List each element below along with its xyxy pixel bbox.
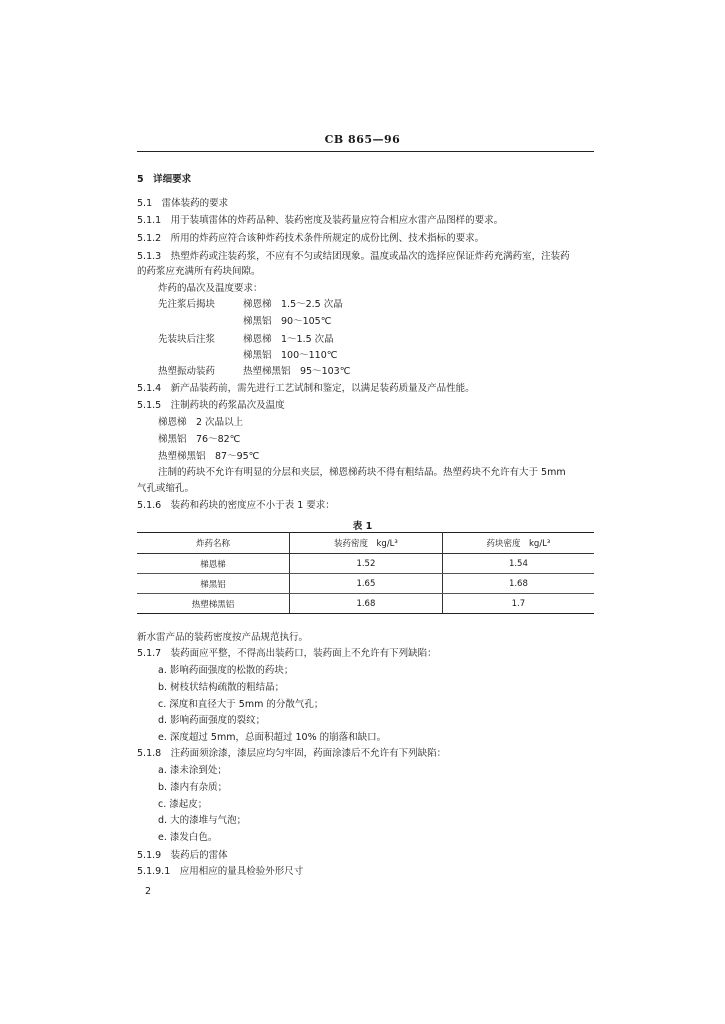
clause-5-1-3-cont: 的药浆应充满所有药块间隙。 [137, 266, 261, 277]
table-cell: 1.65 [290, 574, 443, 594]
requirement-value: 热塑梯黑铝 95～103℃ [243, 366, 351, 377]
table-cell: 1.68 [442, 574, 594, 594]
clause-5-1-3: 5.1.3 热塑炸药或注装药浆，不应有不匀或结团现象。温度或晶次的选择应保证炸药充满药室，注装药 [137, 251, 570, 262]
list-item: e. 深度超过 5mm，总面积超过 10% 的崩落和缺口。 [158, 732, 387, 743]
clause-5-1-9: 5.1.9 装药后的雷体 [137, 850, 228, 861]
header-rule [137, 151, 594, 152]
table-row [137, 594, 594, 614]
clause-5-1-2: 5.1.2 所用的炸药应符合该种炸药技术条件所规定的成份比例、技术指标的要求。 [137, 233, 485, 244]
subsection-title: 5.1 雷体装药的要求 [137, 198, 229, 209]
table-header-cell: 炸药名称 [137, 533, 290, 554]
list-item: d. 影响药面强度的裂纹； [158, 715, 266, 726]
table-header-cell: 药块密度 kg/L³ [442, 533, 594, 554]
table-cell: 热塑梯黑铝 [137, 594, 290, 614]
page-number: 2 [145, 886, 152, 897]
list-item: a. 漆未涂到处； [158, 765, 227, 776]
paragraph-text: 注制的药块不允许有明显的分层和夹层，梯恩梯药块不得有粗结晶。热塑药块不允许有大于 5mm [158, 467, 566, 478]
clause-5-1-4: 5.1.4 新产品装药前，需先进行工艺试制和鉴定，以满足装药质量及产品性能。 [137, 383, 475, 394]
table-caption: 表 1 [352, 521, 373, 532]
requirement-value: 梯黑铝 76～82℃ [158, 434, 241, 445]
clause-5-1-8: 5.1.8 注药面须涂漆，漆层应均匀牢固，药面涂漆后不允许有下列缺陷： [137, 748, 447, 759]
paragraph-text: 气孔或缩孔。 [137, 483, 195, 494]
table-row [137, 554, 594, 574]
table-cell: 1.52 [290, 554, 443, 574]
table-header-cell: 装药密度 kg/L³ [290, 533, 443, 554]
list-item: e. 漆发白色。 [158, 832, 218, 843]
method-label: 先装块后注浆 [158, 334, 216, 345]
requirement-value: 梯恩梯 1.5～2.5 次晶 [243, 299, 343, 310]
method-label: 热塑振动装药 [158, 366, 216, 377]
table-cell: 梯黑铝 [137, 574, 290, 594]
requirement-value: 热塑梯黑铝 87～95℃ [158, 451, 260, 462]
list-item: c. 深度和直径大于 5mm 的分散气孔； [158, 699, 324, 710]
clause-5-1-5: 5.1.5 注制药块的药浆晶次及温度 [137, 400, 285, 411]
standard-code: CB 865—96 [324, 133, 401, 146]
list-item: b. 树枝状结构疏散的粗结晶； [158, 682, 285, 693]
requirement-value: 梯恩梯 2 次晶以上 [158, 417, 244, 428]
paragraph-text: 新水雷产品的装药密度按产品规范执行。 [137, 632, 309, 643]
list-item: b. 漆内有杂质； [158, 782, 228, 793]
list-item: d. 大的漆堆与气泡； [158, 815, 247, 826]
table-cell: 梯恩梯 [137, 554, 290, 574]
table-cell: 1.7 [442, 594, 594, 614]
list-item: a. 影响药面强度的松散的药块； [158, 665, 294, 676]
clause-5-1-6: 5.1.6 装药和药块的密度应不小于表 1 要求： [137, 500, 335, 511]
requirement-value: 梯黑铝 90～105℃ [243, 316, 332, 327]
clause-5-1-7: 5.1.7 装药面应平整，不得高出装药口，装药面上不允许有下列缺陷： [137, 648, 437, 659]
density-table [137, 532, 594, 614]
clause-5-1-1: 5.1.1 用于装填雷体的炸药品种、装药密度及装药量应符合相应水雷产品图样的要求。 [137, 215, 504, 226]
requirement-value: 梯恩梯 1～1.5 次晶 [243, 334, 334, 345]
table-cell: 1.68 [290, 594, 443, 614]
list-item: c. 漆起皮； [158, 799, 208, 810]
requirement-value: 梯黑铝 100～110℃ [243, 350, 338, 361]
table-cell: 1.54 [442, 554, 594, 574]
table-row [137, 574, 594, 594]
table-header-row [137, 533, 594, 554]
section-title: 5 详细要求 [137, 174, 192, 185]
paragraph-text: 炸药的晶次及温度要求： [158, 283, 263, 294]
clause-5-1-9-1: 5.1.9.1 应用相应的量具检验外形尺寸 [137, 866, 304, 877]
method-label: 先注浆后揭块 [158, 299, 216, 310]
